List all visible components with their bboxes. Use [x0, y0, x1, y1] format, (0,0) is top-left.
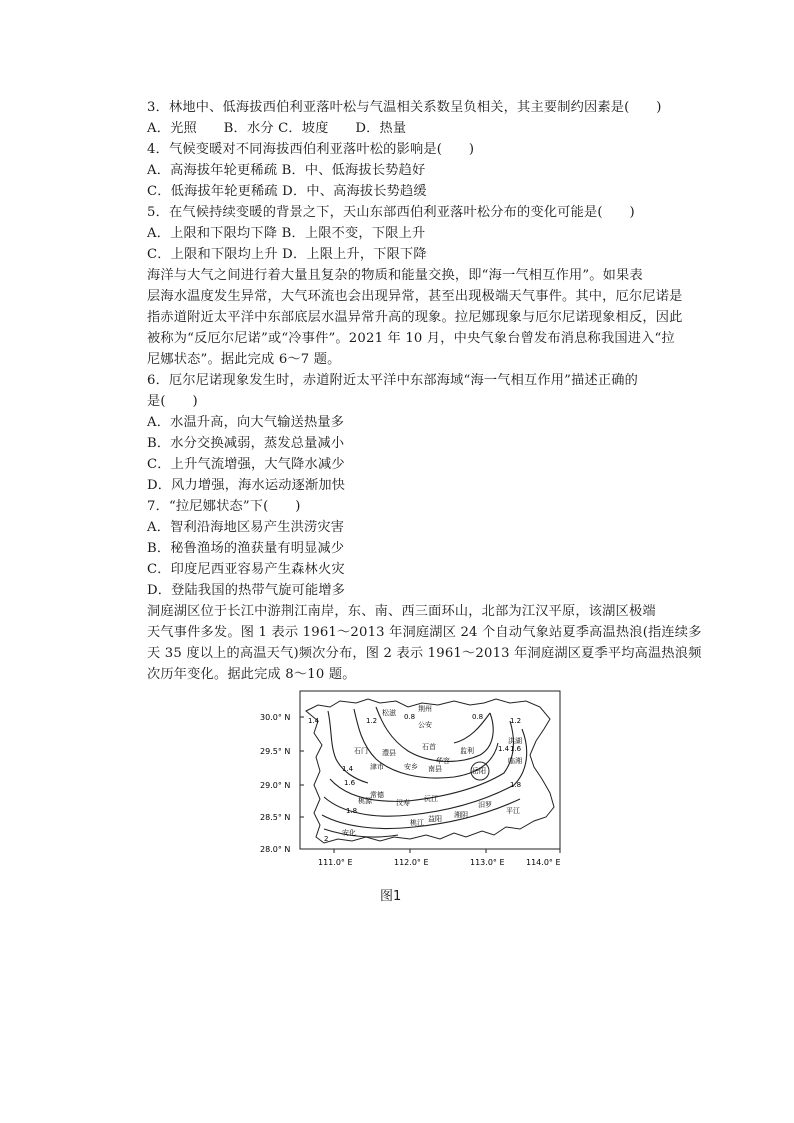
place-label: 安乡 — [404, 763, 418, 771]
place-label: 岳阳 — [472, 767, 486, 775]
place-label: 汉寿 — [396, 799, 410, 807]
question-3-stem: 3．林地中、低海拔西伯利亚落叶松与气温相关系数呈负相关，其主要制约因素是( ) — [147, 100, 662, 115]
question-7-option-d: D．登陆我国的热带气旋可能增多 — [147, 583, 346, 598]
lat-label: 29.5° N — [260, 747, 291, 756]
question-6-stem-line-2: 是( ) — [147, 394, 198, 409]
passage-1-line-5: 尼娜状态”。据此完成 6～7 题。 — [147, 352, 341, 367]
place-label: 平江 — [506, 807, 520, 815]
question-5-stem: 5．在气候持续变暖的背景之下，天山东部西伯利亚落叶松分布的变化可能是( ) — [147, 205, 635, 220]
isoline-value: 1.4 — [308, 717, 320, 725]
passage-1-line-4: 被称为“反厄尔尼诺”或“冷事件”。2021 年 10 月，中央气象台曾发布消息称我国进入“拉 — [147, 331, 675, 346]
place-label: 南县 — [428, 765, 442, 773]
place-label: 津市 — [370, 763, 384, 771]
place-label: 华容 — [436, 757, 450, 765]
question-4-options-ab: A．高海拔年轮更稀疏 B．中、低海拔长势趋好 — [147, 163, 426, 178]
isoline-value: 1.6 — [510, 745, 522, 753]
lon-label: 114.0° E — [526, 858, 561, 867]
place-label: 公安 — [418, 721, 432, 729]
place-label: 安化 — [342, 829, 356, 837]
question-7-option-c: C．印度尼西亚容易产生森林火灾 — [147, 562, 345, 577]
question-6-option-b: B．水分交换减弱，蒸发总量减小 — [147, 436, 345, 451]
question-7-option-b: B．秘鲁渔场的渔获量有明显减少 — [147, 541, 345, 556]
lat-label: 28.5° N — [260, 813, 291, 822]
question-6-option-d: D．风力增强，海水运动逐渐加快 — [147, 478, 346, 493]
place-label: 常德 — [370, 791, 384, 799]
question-4-options-cd: C．低海拔年轮更稀疏 D．中、高海拔长势趋缓 — [147, 184, 427, 199]
passage-1-line-2: 层海水温度发生异常，大气环流也会出现异常，甚至出现极端天气事件。其中，厄尔尼诺是 — [147, 289, 683, 304]
lat-label: 28.0° N — [260, 845, 291, 854]
question-3-options: A．光照 B．水分 C．坡度 D．热量 — [147, 121, 407, 136]
isoline-value: 1.8 — [346, 807, 358, 815]
place-label: 汨罗 — [478, 801, 492, 809]
place-label: 澧县 — [382, 749, 396, 757]
isoline-value: 0.8 — [472, 713, 484, 721]
passage-2-line-2: 天气事件多发。图 1 表示 1961～2013 年洞庭湖区 24 个自动气象站夏季高温热浪(指连续多 — [147, 625, 702, 640]
passage-2-line-3: 天 35 度以上的高温天气)频次分布，图 2 表示 1961～2013 年洞庭湖区夏季平均高温热浪频 — [147, 646, 702, 661]
question-5-options-ab: A．上限和下限均下降 B．上限不变，下限上升 — [147, 226, 426, 241]
lat-label: 29.0° N — [260, 781, 291, 790]
place-label: 临湘 — [508, 757, 522, 765]
question-6-option-a: A．水温升高，向大气输送热量多 — [147, 415, 345, 430]
lon-label: 111.0° E — [318, 858, 353, 867]
isoline-value: 1.6 — [344, 779, 356, 787]
isoline-value: 1.2 — [510, 717, 522, 725]
figure-1-isoline-map — [258, 689, 564, 881]
place-label: 荆州 — [418, 705, 432, 713]
isoline-value: 1.4 — [498, 745, 510, 753]
place-label: 湘阴 — [454, 811, 468, 819]
place-label: 监利 — [460, 747, 474, 755]
place-label: 洪湖 — [508, 737, 522, 745]
place-label: 桃源 — [358, 797, 372, 805]
passage-2-line-4: 次历年变化。据此完成 8～10 题。 — [147, 667, 356, 682]
lat-label: 30.0° N — [260, 713, 291, 722]
passage-2-line-1: 洞庭湖区位于长江中游荆江南岸，东、南、西三面环山，北部为江汉平原，该湖区极端 — [147, 604, 656, 619]
place-label: 沅江 — [424, 795, 438, 803]
isoline-value: 2 — [324, 835, 329, 843]
question-7-option-a: A．智利沿海地区易产生洪涝灾害 — [147, 520, 345, 535]
isoline-value: 1.4 — [342, 765, 354, 773]
isoline-value: 0.8 — [404, 713, 416, 721]
isoline-value: 1.8 — [510, 781, 522, 789]
figure-1-caption: 图1 — [380, 889, 402, 904]
passage-1-line-1: 海洋与大气之间进行着大量且复杂的物质和能量交换，即“海一气相互作用”。如果表 — [147, 268, 643, 283]
place-label: 松滋 — [382, 709, 396, 717]
question-5-options-cd: C．上限和下限均上升 D．上限上升，下限下降 — [147, 247, 427, 262]
place-label: 益阳 — [428, 815, 442, 823]
question-4-stem: 4．气候变暖对不同海拔西伯利亚落叶松的影响是( ) — [147, 142, 475, 157]
question-7-stem: 7．“拉尼娜状态”下( ) — [147, 499, 301, 514]
place-label: 石首 — [422, 743, 436, 751]
isoline-value: 1.2 — [366, 717, 378, 725]
passage-1-line-3: 指赤道附近太平洋中东部底层水温异常升高的现象。拉尼娜现象与厄尔尼诺现象相反，因此 — [147, 310, 683, 325]
question-6-option-c: C．上升气流增强，大气降水减少 — [147, 457, 345, 472]
place-label: 桃江 — [410, 819, 424, 827]
lon-label: 112.0° E — [394, 858, 429, 867]
lon-label: 113.0° E — [470, 858, 505, 867]
question-6-stem-line-1: 6．厄尔尼诺现象发生时，赤道附近太平洋中东部海域“海一气相互作用”描述正确的 — [147, 373, 639, 388]
place-label: 石门 — [354, 747, 368, 755]
